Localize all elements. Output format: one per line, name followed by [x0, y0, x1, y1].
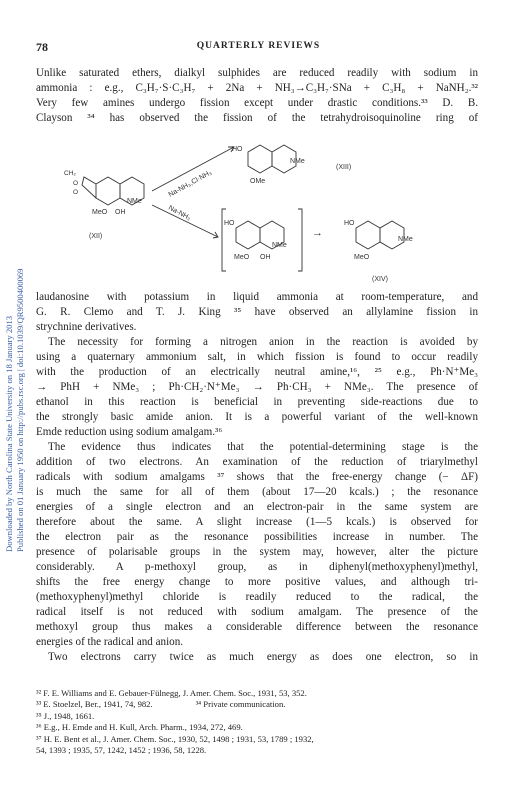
download-side-note: [2, 120, 24, 560]
text-line: energies of the radical and anion.: [36, 636, 184, 648]
text-line: the electron pair as the resonance possibilities increase in number. The: [36, 531, 478, 543]
text-line: The evidence thus indicates that the potential-determining stage is the: [48, 441, 478, 453]
compound-label-xiii: (XIII): [336, 164, 352, 171]
text-line: The necessity for forming a nitrogen anion in the reaction is avoided by: [48, 336, 478, 348]
footnote: ³⁷ H. E. Bent et al., J. Amer. Chem. Soc., 1930, 52, 1498 ; 1931, 53, 1789 ; 1932,: [36, 733, 314, 744]
structure-xiii: [248, 145, 296, 173]
footnote: ³² F. E. Williams and E. Gebauer-Fülnegg, J. Amer. Chem. Soc., 1931, 53, 352.: [36, 688, 307, 698]
oh-label: OH: [260, 254, 271, 261]
meo-label: MeO: [354, 254, 370, 261]
o-label: O: [73, 180, 79, 187]
text-line: methoxyl group thus makes a considerable difference between the resonance: [36, 621, 478, 633]
text-line: radical itself is not reduced with sodium amalgam. The presence of the: [36, 606, 478, 618]
paragraph: [36, 440, 478, 650]
text-line: Unlike saturated ethers, dialkyl sulphides are reduced readily with sodium in: [36, 67, 478, 79]
nme-label: NMe: [127, 198, 142, 205]
side-note-published[interactable]: Published on 01 January 1950 on http://pubs.rsc.org | doi:10.1039/QR9500400069: [15, 268, 25, 552]
text-line: shifts the free energy change to more positive values, and although tri-: [36, 576, 478, 588]
reaction-scheme: [36, 141, 478, 289]
ch2-label: CH₂: [64, 170, 76, 177]
compound-label-xii: (XII): [89, 233, 103, 240]
footnote: 54, 1393 ; 1935, 57, 1242, 1452 ; 1936, 58, 1228.: [36, 744, 207, 755]
side-note-download[interactable]: Downloaded by North Carolina State University on 18 January 2013: [4, 315, 14, 552]
footnote: ³⁶ E.g., H. Emde and H. Kull, Arch. Pharm., 1934, 272, 469.: [36, 722, 243, 733]
bracket-right: [298, 209, 302, 271]
text-line: ethanol in this reaction is beneficial in preventing side-reactions due to: [36, 396, 478, 408]
structure-xiv: [356, 221, 404, 249]
arrow-to-intermediate: [152, 205, 218, 237]
text-line: Emde reduction using sodium amalgam.³⁶: [36, 426, 223, 438]
top-paragraph: [36, 66, 478, 126]
meo-label: MeO: [234, 254, 250, 261]
o-label: O: [73, 189, 79, 196]
text-line: using a quaternary ammonium salt, in which fission is found to occur readily: [36, 351, 478, 363]
running-title: QUARTERLY REVIEWS: [196, 41, 321, 51]
meo-label: MeO: [92, 209, 108, 216]
reagent-lower: Na-NH₃: [167, 204, 192, 223]
text-line: (methoxyphenyl)methyl chloride is readily reduced to the radical, the: [36, 591, 478, 603]
body-text: [36, 290, 478, 665]
bracket-left: [222, 209, 226, 271]
text-line: the strongly basic amide anion. It is a powerful variant of the well-known: [36, 411, 478, 423]
text-line: with the production of an electrically neutral amine,¹⁶, ²⁵ e.g., Ph·N⁺Me₃: [36, 366, 478, 378]
text-line: Two electrons carry twice as much energy as does one electron, so in: [48, 651, 478, 663]
text-line: addition of two electrons. An examination of the reduction of triarylmethyl: [36, 456, 478, 468]
ome-label: OMe: [250, 178, 266, 185]
paragraph: [36, 335, 478, 440]
text-line: ammonia : e.g., C₃H₇·S·C₃H₇ + 2Na + NH₃→C₃H₇·SNa + C₃H₈ + NaNH₂.³²: [36, 82, 478, 94]
page-number: 78: [36, 40, 48, 54]
nme-label: NMe: [272, 242, 287, 249]
text-line: radicals with sodium amalgams ³⁷ shows that the free-energy change (− ΔF): [36, 471, 478, 483]
running-header: [36, 40, 481, 54]
paragraph: [36, 290, 478, 335]
text-line: G. R. Clemo and T. J. King ³⁵ have observed an allylamine fission in: [36, 306, 478, 318]
footnotes: [36, 688, 478, 756]
reagent-upper: Na-NH₃,Cl·NH₃: [167, 169, 214, 199]
nme-label: NMe: [398, 236, 413, 243]
oh-label: OH: [115, 209, 126, 216]
paragraph: [36, 650, 478, 665]
footnote: ³⁵ J., 1948, 1661.: [36, 710, 95, 721]
text-line: laudanosine with potassium in liquid ammonia at room-temperature, and: [36, 291, 478, 303]
ho-label: HO: [224, 220, 235, 227]
footnote: ³³ E. Stoelzel, Ber., 1941, 74, 982. ³⁴ Private communication.: [36, 699, 286, 710]
text-line: is much the same for all of them (about 17—20 kcals.) ; the resonance: [36, 486, 478, 498]
text-line: therefore about the same. A slight increase (1—5 kcals.) is observed for: [36, 516, 478, 528]
text-line: → PhH + NMe₃ ; Ph·CH₂·N⁺Me₃ → Ph·CH₃ + NMe₃. The presence of: [36, 381, 478, 393]
text-line: Very few amines undergo fission except under drastic conditions.³³ D. B.: [36, 97, 478, 109]
text-line: strychnine derivatives.: [36, 321, 137, 333]
text-line: energies of a single electron and an electron-pair in the same system are: [36, 501, 478, 513]
text-line: presence of polarisable groups in the system may, however, alter the picture: [36, 546, 478, 558]
nme-label: NMe: [290, 158, 305, 165]
ho-label: HO: [232, 146, 243, 153]
ho-label: HO: [344, 220, 355, 227]
text-line: Clayson ³⁴ has observed the fission of the tetrahydroisoquinoline ring of: [36, 112, 478, 124]
compound-label-xiv: (XIV): [372, 276, 388, 283]
text-line: considerably. A p-methoxyl group, as in diphenyl(methoxyphenyl)methyl,: [36, 561, 478, 573]
reaction-arrow: →: [312, 227, 323, 239]
